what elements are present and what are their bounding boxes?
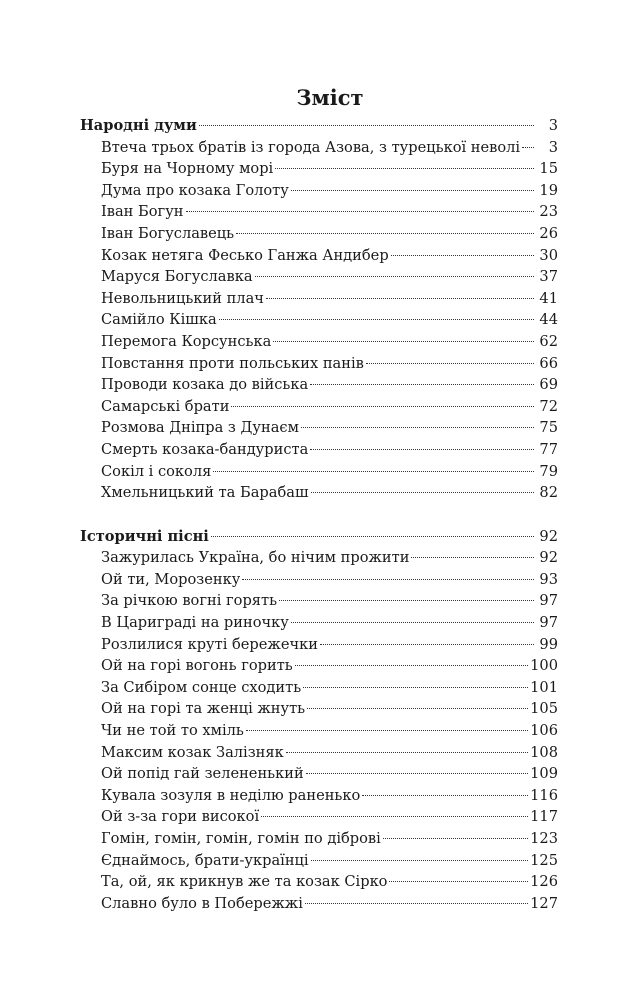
page-number: 30 bbox=[539, 246, 558, 264]
toc-entry bbox=[80, 763, 558, 785]
page-number: 26 bbox=[539, 224, 558, 242]
dot-leader bbox=[273, 341, 534, 342]
toc-entry bbox=[80, 742, 558, 764]
toc-entry-label: Славно було в Побережжі bbox=[101, 894, 303, 912]
dot-leader bbox=[366, 363, 534, 364]
page-number: 72 bbox=[539, 397, 558, 415]
page-number: 82 bbox=[539, 484, 558, 502]
toc-entry bbox=[80, 698, 558, 720]
toc-entry bbox=[80, 461, 558, 483]
page-title: Зміст bbox=[296, 85, 364, 110]
page-number: 108 bbox=[530, 743, 558, 761]
toc-entry bbox=[80, 677, 558, 699]
dot-leader bbox=[310, 449, 534, 450]
page-number: 75 bbox=[539, 419, 558, 437]
dot-leader bbox=[320, 644, 534, 645]
page-number: 77 bbox=[539, 440, 558, 458]
page-number: 101 bbox=[530, 678, 558, 696]
toc-entry bbox=[80, 828, 558, 850]
toc-entry bbox=[80, 309, 558, 331]
toc-entry bbox=[80, 439, 558, 461]
toc-entry-label: Ой на горі вогонь горить bbox=[101, 657, 293, 675]
toc-entry-label: Та, ой, як крикнув же та козак Сірко bbox=[101, 873, 388, 891]
toc-section bbox=[80, 115, 558, 504]
toc-entry bbox=[80, 245, 558, 267]
page-number: 79 bbox=[539, 462, 558, 480]
dot-leader bbox=[275, 168, 534, 169]
dot-leader bbox=[291, 622, 534, 623]
toc-entry-label: Іван Богун bbox=[101, 203, 184, 221]
toc-entry bbox=[80, 806, 558, 828]
toc-entry-label: Ой попід гай зелененький bbox=[101, 765, 304, 783]
toc-entry bbox=[80, 266, 558, 288]
page-number: 105 bbox=[530, 700, 558, 718]
page-number: 116 bbox=[530, 786, 558, 804]
dot-leader bbox=[261, 816, 528, 817]
page-number: 92 bbox=[539, 549, 558, 567]
dot-leader bbox=[266, 298, 534, 299]
page-number: 126 bbox=[530, 873, 558, 891]
toc-entry-label: Розмова Дніпра з Дунаєм bbox=[101, 419, 299, 437]
toc-entry bbox=[80, 396, 558, 418]
toc-entry bbox=[80, 223, 558, 245]
dot-leader bbox=[311, 860, 529, 861]
dot-leader bbox=[301, 427, 534, 428]
page-number: 41 bbox=[539, 289, 558, 307]
toc-entry-label: Іван Богуславець bbox=[101, 224, 235, 242]
page-number: 62 bbox=[539, 332, 558, 350]
dot-leader bbox=[383, 838, 528, 839]
dot-leader bbox=[242, 579, 534, 580]
toc-entry-label: Буря на Чорному морі bbox=[101, 160, 274, 178]
toc-entry-label: Ой на горі та женці жнуть bbox=[101, 700, 306, 718]
toc-entry-label: Самійло Кішка bbox=[101, 311, 217, 329]
toc-entry bbox=[80, 331, 558, 353]
page-number: 3 bbox=[548, 138, 558, 156]
dot-leader bbox=[186, 211, 534, 212]
toc-section bbox=[80, 526, 558, 915]
toc-entry-label: Чи не той то хміль bbox=[101, 722, 244, 740]
page-number: 3 bbox=[548, 117, 558, 134]
toc-entry-label: Сокіл і соколя bbox=[101, 462, 212, 480]
page-number: 97 bbox=[539, 592, 558, 610]
toc-entry-label: Маруся Богуславка bbox=[101, 268, 253, 286]
toc-entry bbox=[80, 137, 558, 159]
section-gap bbox=[80, 504, 558, 526]
dot-leader bbox=[311, 492, 534, 493]
page-number: 117 bbox=[530, 808, 558, 826]
page-number: 123 bbox=[530, 830, 558, 847]
page-number: 93 bbox=[539, 570, 558, 588]
toc-entry-label: Повстання проти польських панів bbox=[101, 354, 364, 372]
dot-leader bbox=[255, 276, 534, 277]
page-number: 92 bbox=[539, 527, 558, 545]
page-number: 44 bbox=[539, 311, 558, 329]
dot-leader bbox=[306, 773, 528, 774]
dot-leader bbox=[411, 557, 534, 558]
toc-sections bbox=[80, 115, 558, 914]
dot-leader bbox=[236, 233, 534, 234]
toc-entry-label: Єднаймось, брати-українці bbox=[101, 851, 309, 869]
dot-leader bbox=[362, 795, 528, 796]
dot-leader bbox=[389, 881, 528, 882]
toc-entry bbox=[80, 180, 558, 202]
toc-entry-label: Зажурилась Україна, бо нічим прожити bbox=[101, 549, 410, 567]
toc-entry-label: Самарські брати bbox=[101, 397, 230, 415]
toc-entry bbox=[80, 655, 558, 677]
toc-entry bbox=[80, 201, 558, 223]
toc-entry-label: Перемога Корсунська bbox=[101, 332, 272, 350]
toc-entry-label: Ой ти, Морозенку bbox=[101, 570, 241, 588]
page-number: 66 bbox=[539, 354, 558, 372]
toc-entry bbox=[80, 288, 558, 310]
page-number: 23 bbox=[539, 203, 558, 221]
page-number: 127 bbox=[530, 894, 558, 912]
section-heading-label: Народні думи bbox=[80, 117, 197, 134]
dot-leader bbox=[231, 406, 534, 407]
toc-entry bbox=[80, 482, 558, 504]
page-number: 19 bbox=[539, 181, 558, 199]
toc-entry bbox=[80, 871, 558, 893]
toc-entry-label: За річкою вогні горять bbox=[101, 592, 278, 610]
dot-leader bbox=[246, 730, 528, 731]
toc-entry bbox=[80, 353, 558, 375]
toc-entry-label: В Цариграді на риночку bbox=[101, 614, 289, 632]
toc-entry-label: Хмельницький та Барабаш bbox=[101, 484, 309, 502]
page-number: 106 bbox=[530, 722, 558, 740]
toc-entry-label: Проводи козака до війська bbox=[101, 376, 309, 394]
page-number: 15 bbox=[539, 160, 558, 178]
toc-entry-label: Кувала зозуля в неділю раненько bbox=[101, 786, 361, 804]
toc-entry-label: Гомін, гомін, гомін, гомін по діброві bbox=[101, 830, 381, 847]
dot-leader bbox=[211, 536, 534, 537]
dot-leader bbox=[310, 384, 534, 385]
toc-entry bbox=[80, 720, 558, 742]
dot-leader bbox=[213, 471, 534, 472]
toc-entry-label: Смерть козака-бандуриста bbox=[101, 440, 309, 458]
toc-entry-label: Втеча трьох братів із города Азова, з турецької неволі bbox=[101, 138, 521, 156]
toc-entry bbox=[80, 590, 558, 612]
table-of-contents bbox=[80, 84, 558, 914]
toc-entry bbox=[80, 612, 558, 634]
toc-entry bbox=[80, 417, 558, 439]
page-number: 100 bbox=[530, 657, 558, 675]
section-heading bbox=[80, 115, 558, 137]
dot-leader bbox=[219, 319, 534, 320]
toc-entry-label: Розлилися круті бережечки bbox=[101, 635, 318, 653]
toc-entry-label: Дума про козака Голоту bbox=[101, 181, 289, 199]
dot-leader bbox=[286, 752, 528, 753]
dot-leader bbox=[307, 708, 528, 709]
toc-entry bbox=[80, 893, 558, 915]
toc-entry-label: За Сибіром сонце сходить bbox=[101, 678, 302, 696]
page-number: 69 bbox=[539, 376, 558, 394]
section-heading bbox=[80, 526, 558, 548]
toc-entry-label: Козак нетяга Фесько Ганжа Андибер bbox=[101, 246, 389, 264]
dot-leader bbox=[291, 190, 534, 191]
toc-entry bbox=[80, 850, 558, 872]
dot-leader bbox=[303, 687, 528, 688]
toc-entry bbox=[80, 569, 558, 591]
section-heading-label: Історичні пісні bbox=[80, 527, 209, 545]
toc-entry bbox=[80, 785, 558, 807]
toc-entry-label: Ой з-за гори високої bbox=[101, 808, 260, 826]
toc-entry-label: Максим козак Залізняк bbox=[101, 743, 284, 761]
dot-leader bbox=[279, 600, 534, 601]
toc-entry bbox=[80, 158, 558, 180]
toc-entry bbox=[80, 374, 558, 396]
dot-leader bbox=[391, 255, 534, 256]
page-number: 97 bbox=[539, 614, 558, 632]
dot-leader bbox=[199, 125, 534, 126]
page-number: 99 bbox=[539, 635, 558, 653]
dot-leader bbox=[295, 665, 528, 666]
toc-entry bbox=[80, 547, 558, 569]
toc-entry bbox=[80, 634, 558, 656]
toc-entry-label: Невольницький плач bbox=[101, 289, 264, 307]
dot-leader bbox=[522, 147, 534, 148]
page-number: 109 bbox=[530, 765, 558, 783]
dot-leader bbox=[305, 903, 528, 904]
page-number: 37 bbox=[539, 268, 558, 286]
page-number: 125 bbox=[530, 851, 558, 869]
